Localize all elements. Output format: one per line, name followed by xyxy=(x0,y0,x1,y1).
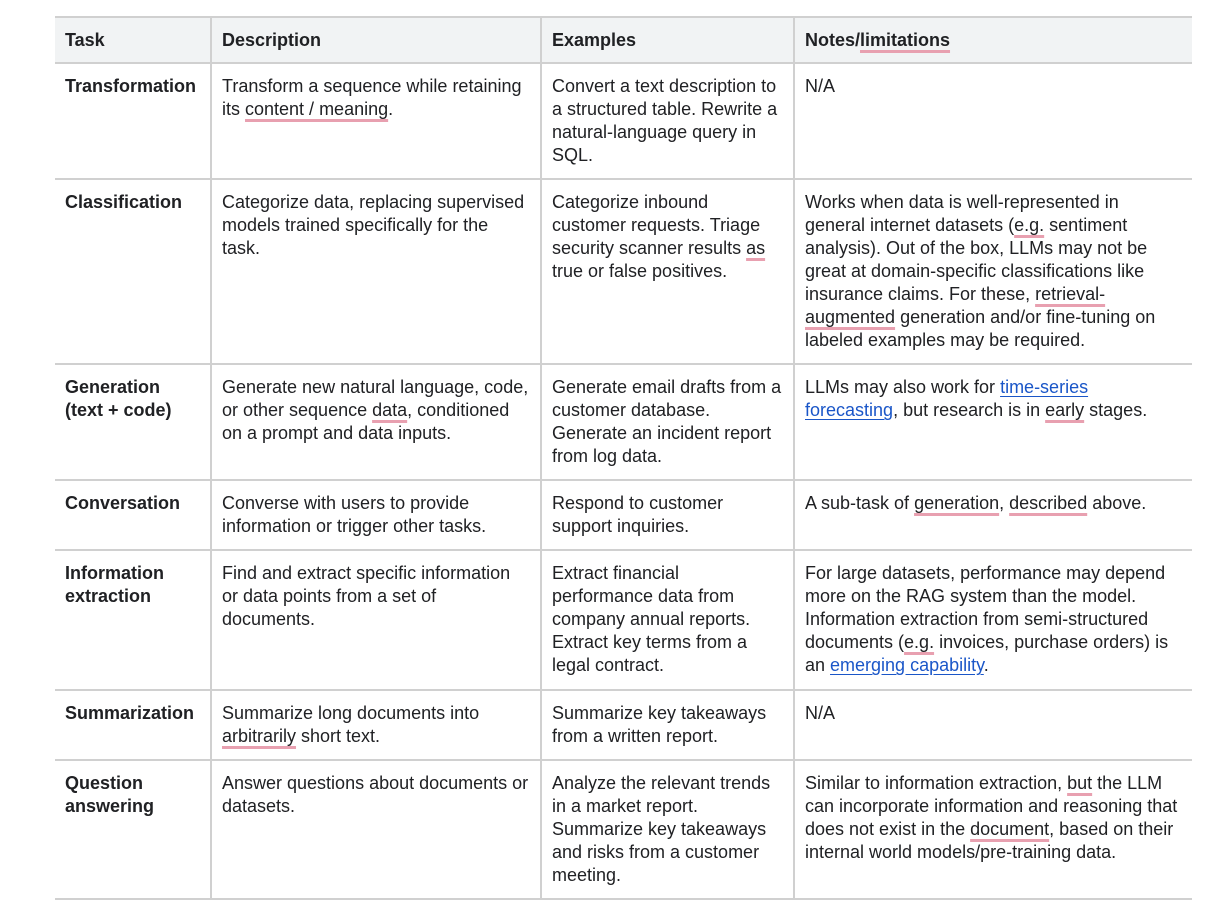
table-row xyxy=(55,550,1192,690)
text-span: generation xyxy=(914,493,1000,513)
text-span: Similar to information extraction, xyxy=(805,773,1068,793)
text-span: generation and/or fine-tuning on labeled examples may be required. xyxy=(805,307,1156,350)
table-row xyxy=(55,179,1192,364)
notes-cell xyxy=(794,480,1192,550)
text-span: document xyxy=(970,819,1050,839)
time-series-forecasting-link[interactable]: time-series forecasting xyxy=(805,377,1089,420)
description-cell: Categorize data, replacing supervised models trained specifically for the task. xyxy=(211,179,541,364)
notes-cell xyxy=(794,550,1192,690)
text-span: . xyxy=(983,655,989,675)
text-span: stages. xyxy=(1084,400,1148,420)
text-span: A sub-task of xyxy=(805,493,915,513)
text-span: arbitrarily xyxy=(222,726,297,746)
text-span: e.g. xyxy=(904,632,935,652)
text-span: the LLM can incorporate information and reasoning that does not exist in the xyxy=(805,773,1178,839)
text-span: For large datasets, performance may depend more on the RAG system than the model. Information extraction from semi-structured documents ( xyxy=(805,563,1166,652)
text-span: Transform a sequence while retaining its xyxy=(222,76,522,119)
emerging-capability-link[interactable]: emerging capability xyxy=(830,655,984,675)
header-row xyxy=(55,17,1192,63)
examples-cell: Respond to customer support inquiries. xyxy=(541,480,794,550)
header-notes xyxy=(794,17,1192,63)
task-cell: Summarization xyxy=(55,690,211,760)
description-cell xyxy=(211,690,541,760)
description-cell: Find and extract specific information or data points from a set of documents. xyxy=(211,550,541,690)
text-span: but xyxy=(1067,773,1093,793)
notes-cell xyxy=(794,760,1192,899)
notes-cell: N/A xyxy=(794,690,1192,760)
task-cell: Information extraction xyxy=(55,550,211,690)
text-span: , but research is in xyxy=(893,400,1046,420)
text-span: sentiment analysis). Out of the box, LLMs may not be great at domain-specific classifications like insurance claims. For these, xyxy=(805,215,1148,304)
text-span: Summarize long documents into xyxy=(222,703,480,723)
header-task: Task xyxy=(55,17,211,63)
table-row xyxy=(55,480,1192,550)
text-span: invoices, purchase orders) is an xyxy=(805,632,1169,675)
task-table xyxy=(55,16,1192,900)
header-notes-underlined: limitations xyxy=(860,29,951,50)
examples-cell: Generate email drafts from a customer database. Generate an incident report from log data. xyxy=(541,364,794,480)
text-span: Works when data is well-represented in general internet datasets ( xyxy=(805,192,1119,235)
examples-cell: Analyze the relevant trends in a market report. Summarize key takeaways and risks from a customer meeting. xyxy=(541,760,794,899)
description-cell xyxy=(211,63,541,179)
text-span: as xyxy=(746,238,766,258)
text-span: above. xyxy=(1087,493,1147,513)
text-span: Categorize inbound customer requests. Triage security scanner results xyxy=(552,192,761,258)
text-span: short text. xyxy=(296,726,381,746)
description-cell xyxy=(211,364,541,480)
table-row xyxy=(55,364,1192,480)
text-span: data xyxy=(372,400,408,420)
text-span: , xyxy=(999,493,1010,513)
text-span: early xyxy=(1045,400,1085,420)
description-cell: Converse with users to provide information or trigger other tasks. xyxy=(211,480,541,550)
header-notes-prefix: Notes/ xyxy=(805,29,861,50)
examples-cell: Extract financial performance data from company annual reports. Extract key terms from a legal contract. xyxy=(541,550,794,690)
text-span: , based on their internal world models/pre-training data. xyxy=(805,819,1174,862)
text-span: LLMs may also work for xyxy=(805,377,1001,397)
table-row xyxy=(55,760,1192,899)
task-cell: Classification xyxy=(55,179,211,364)
examples-cell xyxy=(541,179,794,364)
task-cell: Generation (text + code) xyxy=(55,364,211,480)
text-span: content / meaning xyxy=(245,99,389,119)
notes-cell xyxy=(794,179,1192,364)
text-span: . xyxy=(388,99,394,119)
examples-cell: Convert a text description to a structured table. Rewrite a natural-language query in SQL. xyxy=(541,63,794,179)
notes-cell: N/A xyxy=(794,63,1192,179)
examples-cell: Summarize key takeaways from a written report. xyxy=(541,690,794,760)
task-cell: Question answering xyxy=(55,760,211,899)
notes-cell xyxy=(794,364,1192,480)
header-examples: Examples xyxy=(541,17,794,63)
text-span: Generate new natural language, code, or other sequence xyxy=(222,377,529,420)
table-row xyxy=(55,690,1192,760)
description-cell: Answer questions about documents or datasets. xyxy=(211,760,541,899)
header-description: Description xyxy=(211,17,541,63)
text-span: retrieval-augmented xyxy=(805,284,1106,327)
task-cell: Transformation xyxy=(55,63,211,179)
task-cell: Conversation xyxy=(55,480,211,550)
table-row xyxy=(55,63,1192,179)
text-span: e.g. xyxy=(1014,215,1045,235)
text-span: , conditioned on a prompt and data inputs. xyxy=(222,400,510,443)
text-span: true or false positives. xyxy=(552,261,728,281)
text-span: described xyxy=(1009,493,1088,513)
